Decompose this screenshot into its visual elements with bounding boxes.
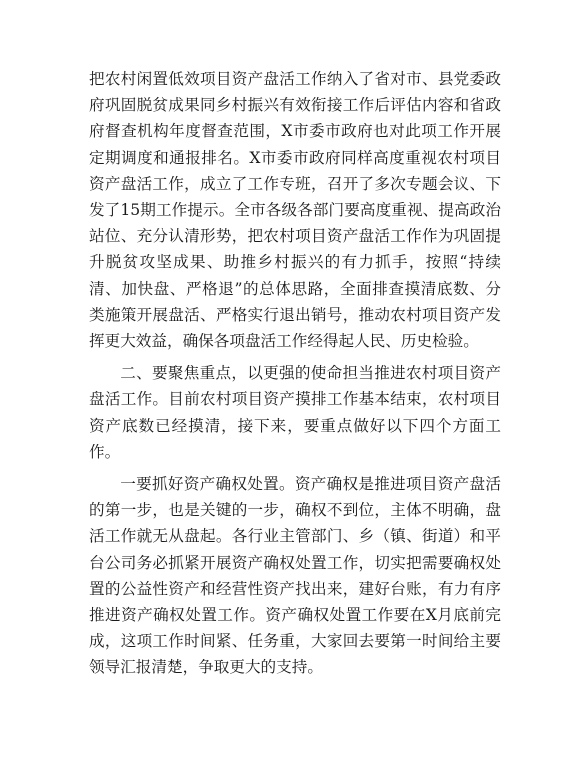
document-body	[89, 66, 501, 681]
paragraph-continuation: 把农村闲置低效项目资产盘活工作纳入了省对市、县党委政府巩固脱贫成果同乡村振兴有效衔接工作后评估内容和省政府督查机构年度督查范围，X市委市政府也对此项工作开展定期调度和通报排名。X市委市政府同样高度重视农村项目资产盘活工作，成立了工作专班，召开了多次专题会议、下发了15期工作提示。全市各级各部门要高度重视、提高政治站位、充分认清形势，把农村项目资产盘活工作作为巩固提升脱贫攻坚成果、助推乡村振兴的有力抓手，按照“持续清、加快盘、严格退”的总体思路，全面排查摸清底数、分类施策开展盘活、严格实行退出销号，推动农村项目资产发挥更大效益，确保各项盘活工作经得起人民、历史检验。	[89, 70, 501, 351]
paragraph-asset-confirmation: 一要抓好资产确权处置。资产确权是推进项目资产盘活的第一步，也是关键的一步，确权不到位，主体不明确，盘活工作就无从盘起。各行业主管部门、乡（镇、街道）和平台公司务必抓紧开展资产确权处置工作，切实把需要确权处置的公益性资产和经营性资产找出来，建好台账，有力有序推进资产确权处置工作。资产确权处置工作要在X月底前完成，这项工作时间紧、任务重，大家回去要第一时间给主要领导汇报清楚，争取更大的支持。	[89, 475, 501, 677]
paragraph-section-two: 二、要聚焦重点，以更强的使命担当推进农村项目资产盘活工作。目前农村项目资产摸排工作基本结束，农村项目资产底数已经摸清，接下来，要重点做好以下四个方面工作。	[89, 364, 501, 461]
